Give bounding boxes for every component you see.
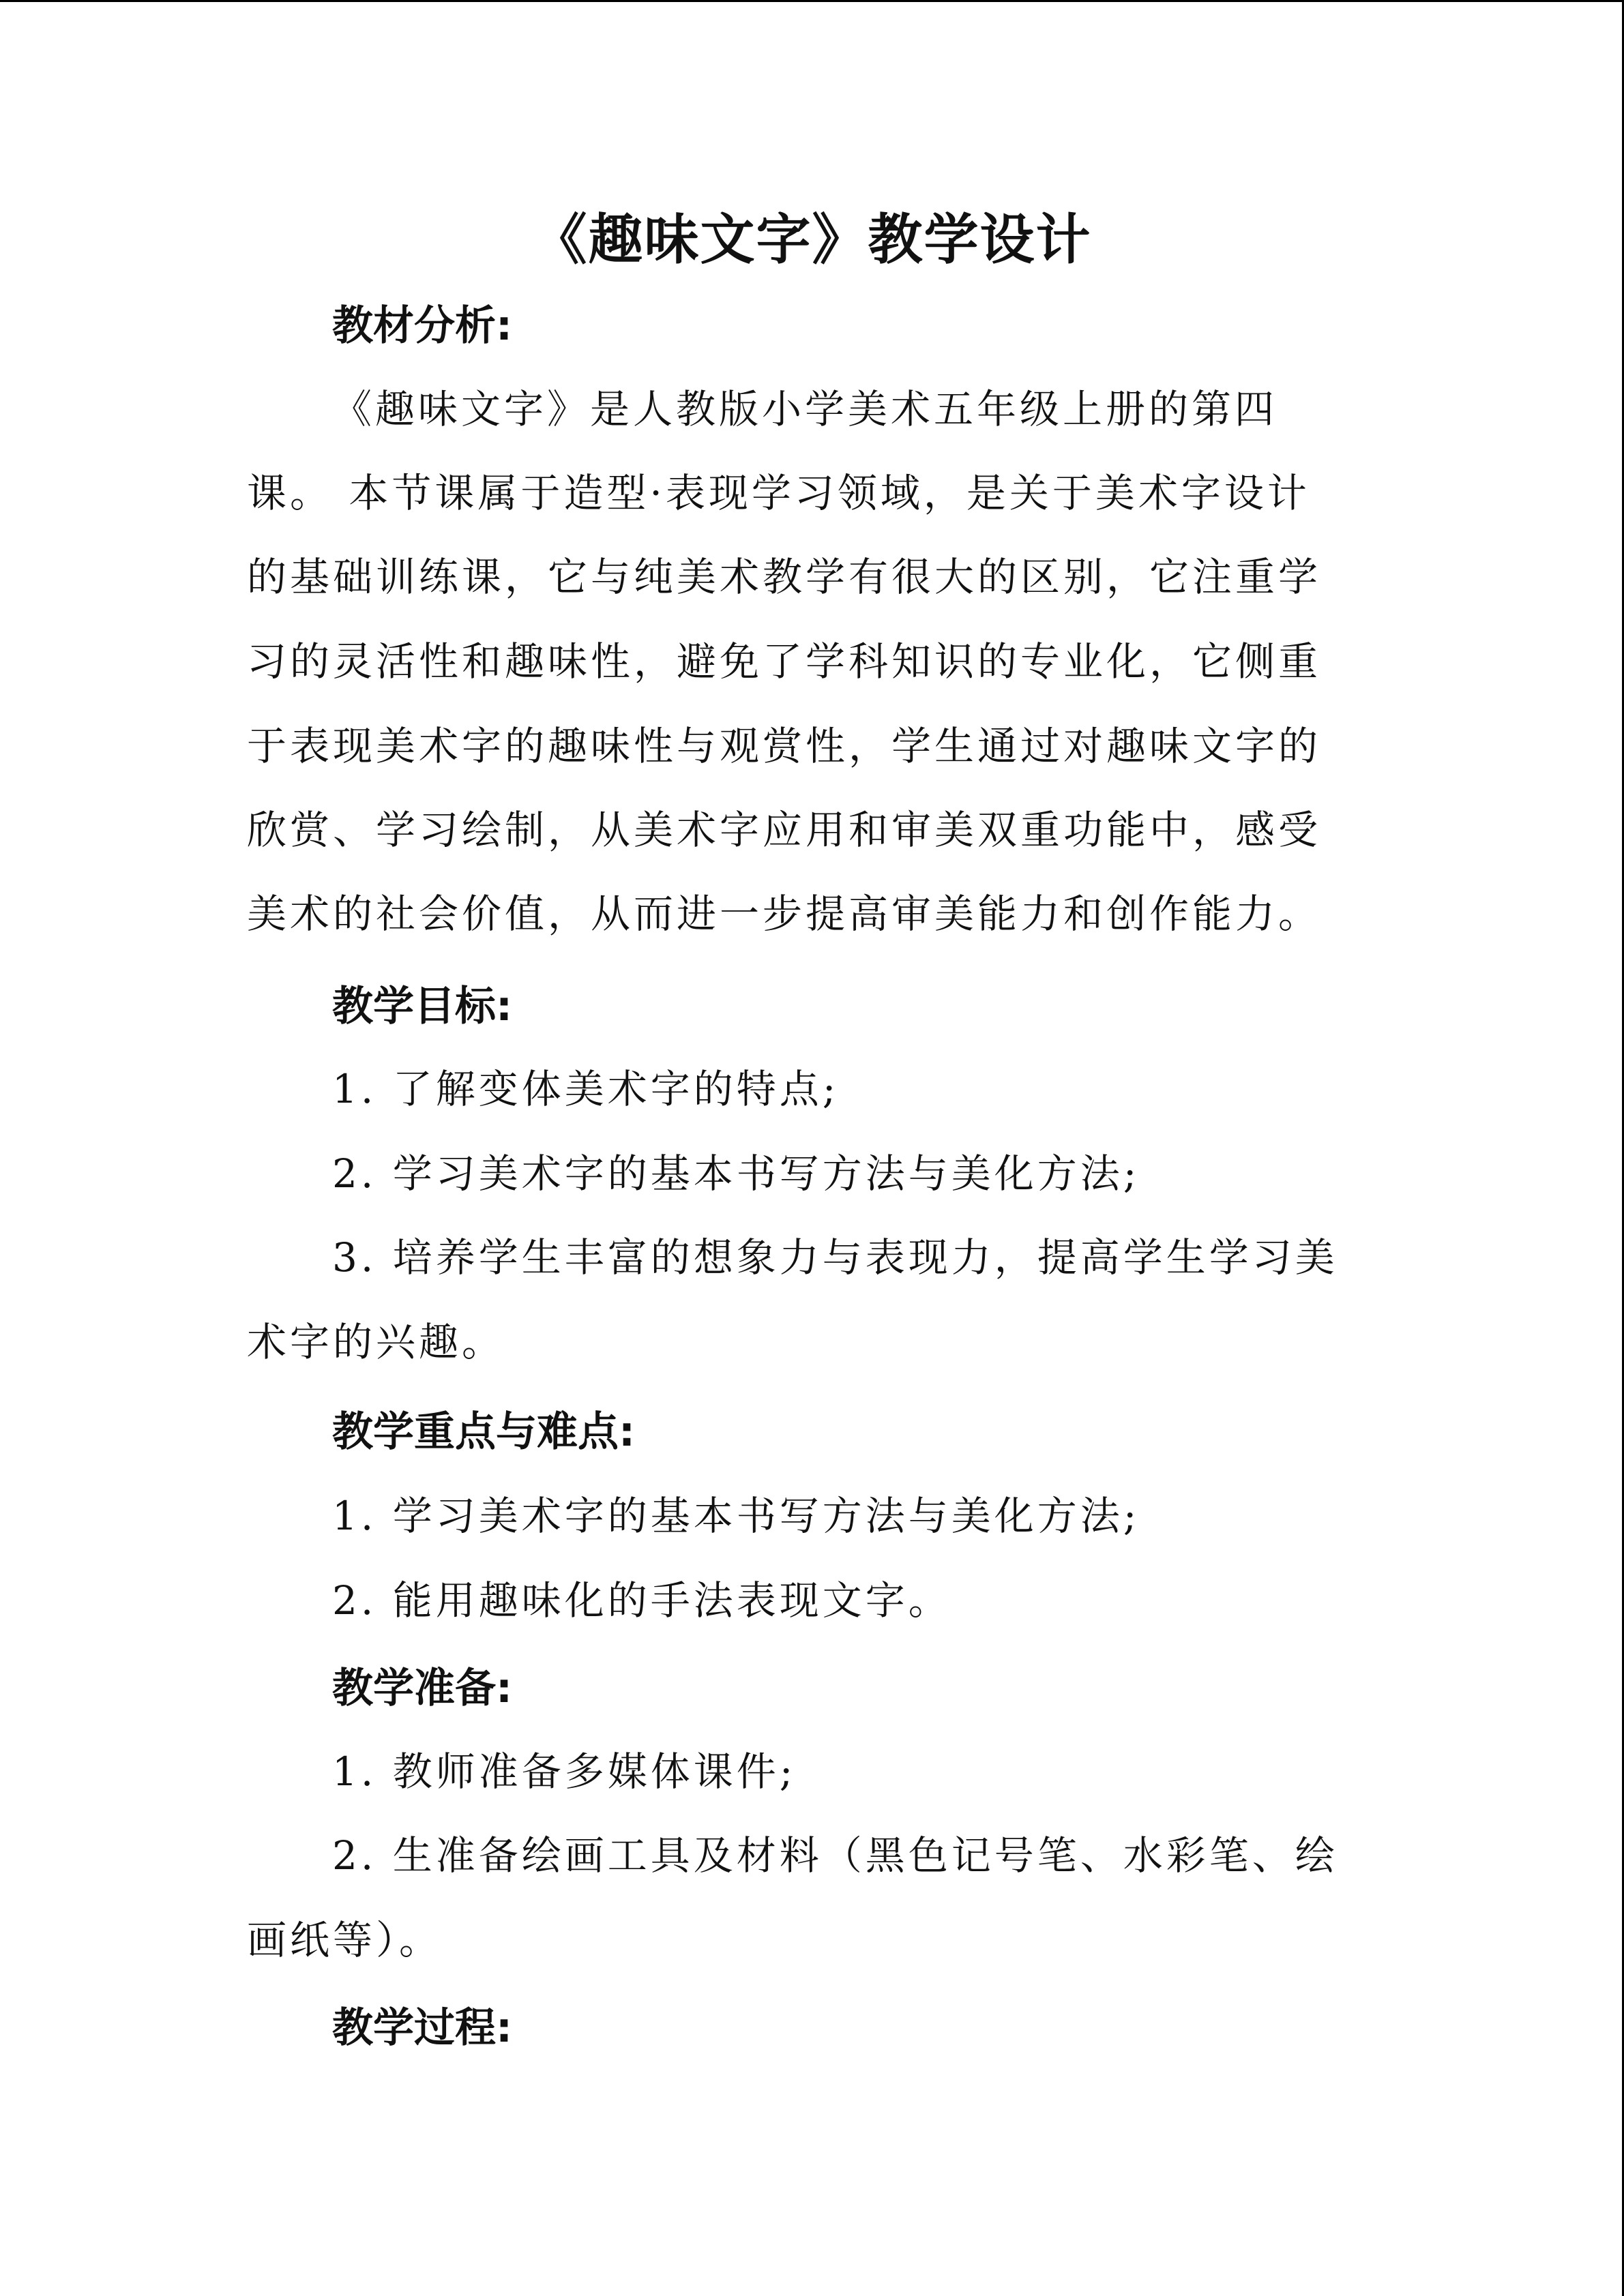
- paragraph-line: 美术的社会价值，从而进一步提高审美能力和创作能力。: [247, 891, 1322, 937]
- paragraph-line: 习的灵活性和趣味性，避免了学科知识的专业化，它侧重: [247, 638, 1322, 685]
- list-item: 2. 能用趣味化的手法表现文字。: [332, 1577, 951, 1624]
- section-heading-process: 教学过程:: [332, 2004, 512, 2052]
- list-item: 1. 学习美术字的基本书写方法与美化方法;: [332, 1493, 1140, 1539]
- list-item: 1. 教师准备多媒体课件;: [332, 1748, 797, 1795]
- paragraph-line: 的基础训练课，它与纯美术教学有很大的区别，它注重学: [247, 554, 1322, 600]
- section-heading-analysis: 教材分析:: [332, 302, 512, 350]
- list-item: 3. 培养学生丰富的想象力与表现力，提高学生学习美: [332, 1234, 1338, 1281]
- paragraph-line: 课。 本节课属于造型·表现学习领域，是关于美术字设计: [247, 470, 1310, 516]
- paragraph-line: 于表现美术字的趣味性与观赏性，学生通过对趣味文字的: [247, 723, 1322, 769]
- list-item-continuation: 术字的兴趣。: [247, 1319, 505, 1365]
- page-top-border: [0, 0, 1624, 2]
- list-item: 2. 学习美术字的基本书写方法与美化方法;: [332, 1150, 1140, 1197]
- section-heading-keypoints: 教学重点与难点:: [332, 1408, 635, 1456]
- section-heading-preparation: 教学准备:: [332, 1665, 512, 1712]
- list-item-continuation: 画纸等）。: [247, 1917, 443, 1963]
- list-item: 2. 生准备绘画工具及材料（黑色记号笔、水彩笔、绘: [332, 1832, 1338, 1879]
- document-title: 《趣味文字》教学设计: [532, 208, 1092, 271]
- paragraph-line: 欣赏、学习绘制，从美术字应用和审美双重功能中，感受: [247, 807, 1322, 853]
- section-heading-goals: 教学目标:: [332, 983, 512, 1030]
- list-item: 1. 了解变体美术字的特点;: [332, 1066, 840, 1112]
- paragraph-line: 《趣味文字》是人教版小学美术五年级上册的第四: [332, 386, 1278, 432]
